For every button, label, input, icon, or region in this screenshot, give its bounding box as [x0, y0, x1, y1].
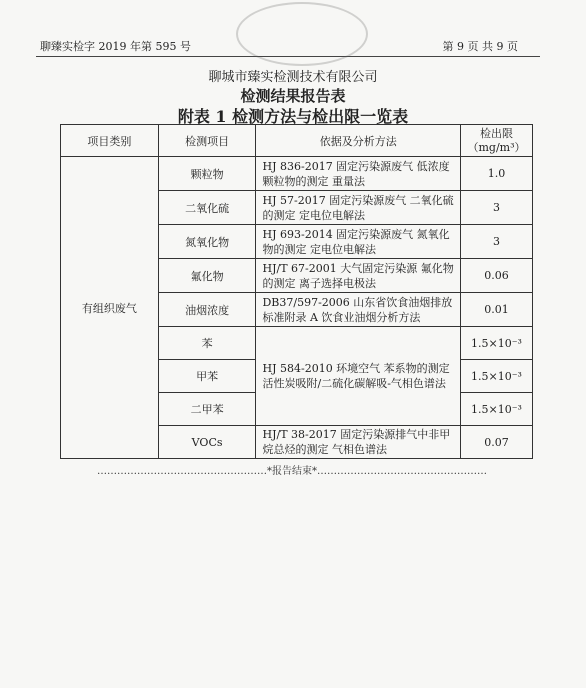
limit-cell: 1.5×10⁻³: [461, 327, 533, 360]
report-title: 检测结果报告表: [240, 87, 346, 105]
table-subtitle: 附表 1 检测方法与检出限一览表: [177, 107, 409, 126]
method-cell: HJ 57-2017 固定污染源废气 二氧化硫的测定 定电位电解法: [256, 191, 461, 225]
limit-cell: 1.5×10⁻³: [461, 393, 533, 426]
method-cell: HJ 836-2017 固定污染源废气 低浓度颗粒物的测定 重量法: [256, 157, 461, 191]
limit-cell: 0.01: [461, 293, 533, 327]
item-cell: 氟化物: [158, 259, 256, 293]
method-cell: HJ/T 67-2001 大气固定污染源 氟化物的测定 离子选择电极法: [256, 259, 461, 293]
report-end-text: 报告结束: [272, 466, 312, 477]
item-cell: 氮氧化物: [158, 225, 256, 259]
limit-cell: 0.07: [461, 426, 533, 459]
method-cell: HJ 693-2014 固定污染源废气 氮氧化物的测定 定电位电解法: [256, 225, 461, 259]
limit-cell: 3: [461, 191, 533, 225]
report-number: 聊臻实检字 2019 年第 595 号: [40, 40, 191, 53]
methods-table: [60, 124, 533, 459]
item-cell: 甲苯: [158, 360, 256, 393]
method-cell: DB37/597-2006 山东省饮食油烟排放标准附录 A 饮食业油烟分析方法: [256, 293, 461, 327]
table-header-row: [61, 125, 533, 157]
limit-cell: 1.0: [461, 157, 533, 191]
report-end-line: ……………………………………………*报告结束*……………………………………………: [97, 466, 487, 477]
item-cell: 二甲苯: [158, 393, 256, 426]
header-category: 项目类别: [61, 125, 159, 157]
header-method: 依据及分析方法: [256, 125, 461, 157]
item-cell: 油烟浓度: [158, 293, 256, 327]
limit-cell: 1.5×10⁻³: [461, 360, 533, 393]
category-cell: 有组织废气: [61, 157, 159, 459]
limit-cell: 3: [461, 225, 533, 259]
limit-cell: 0.06: [461, 259, 533, 293]
seal-stamp: [236, 2, 368, 66]
item-cell: VOCs: [158, 426, 256, 459]
table-row: [61, 157, 533, 191]
page-info: 第 9 页 共 9 页: [442, 40, 518, 53]
method-cell: HJ/T 38-2017 固定污染源排气中非甲烷总烃的测定 气相色谱法: [256, 426, 461, 459]
item-cell: 苯: [158, 327, 256, 360]
header-item: 检测项目: [158, 125, 256, 157]
item-cell: 二氧化硫: [158, 191, 256, 225]
item-cell: 颗粒物: [158, 157, 256, 191]
header-limit: 检出限 （mg/m³）: [461, 125, 533, 157]
company-name: 聊城市臻实检测技术有限公司: [208, 70, 378, 85]
method-cell: HJ 584-2010 环境空气 苯系物的测定 活性炭吸附/二硫化碳解吸-气相色谱法: [256, 327, 461, 426]
